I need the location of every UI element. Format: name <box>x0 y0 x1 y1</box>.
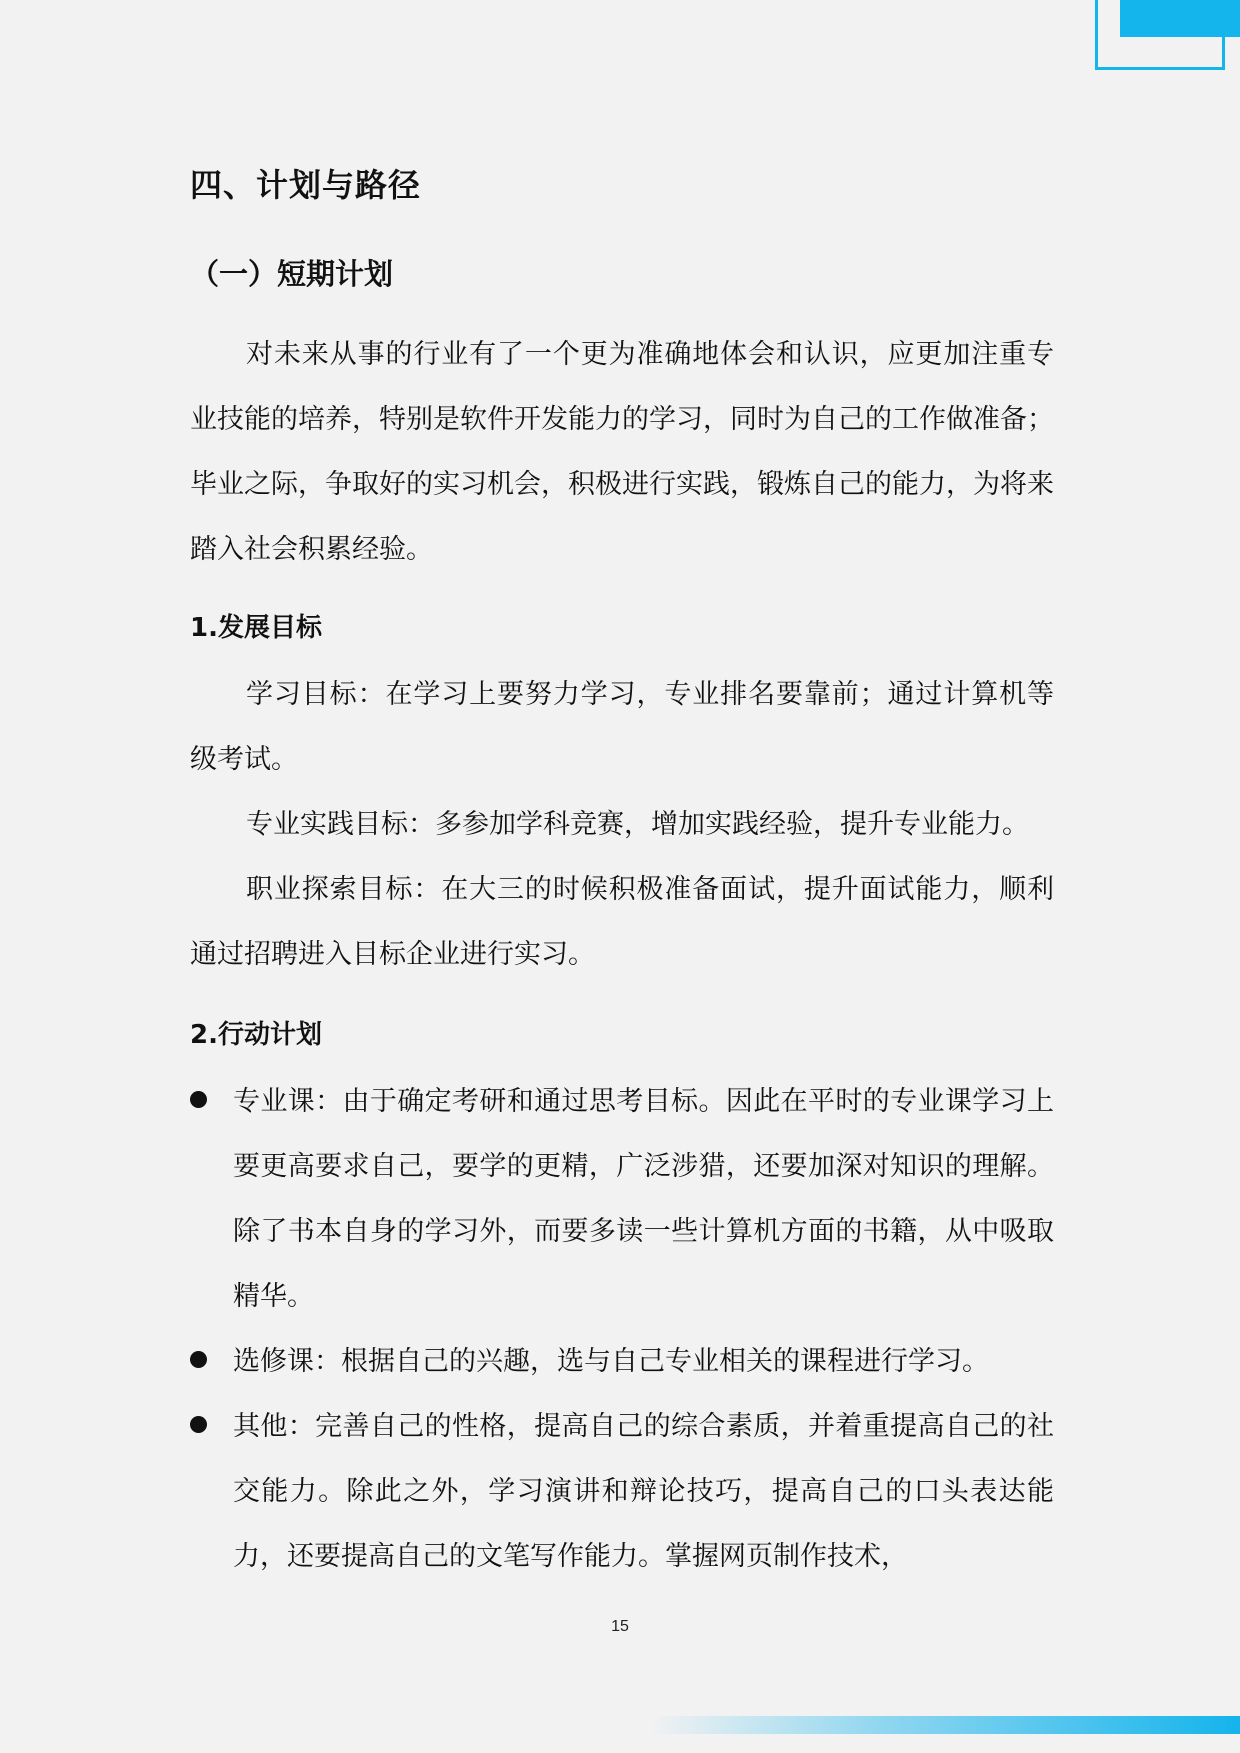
corner-decoration-fill <box>1120 0 1240 37</box>
subsection-title: （一）短期计划 <box>190 257 394 291</box>
bullet-icon <box>190 1351 207 1368</box>
career-goal-paragraph: 职业探索目标：在大三的时候积极准备面试，提升面试能力，顺利通过招聘进入目标企业进行实习。 <box>190 874 1054 970</box>
goals-heading: 1.发展目标 <box>190 613 322 643</box>
intro-paragraph: 对未来从事的行业有了一个更为准确地体会和认识，应更加注重专业技能的培养，特别是软件开发能力的学习，同时为自己的工作做准备；毕业之际，争取好的实习机会，积极进行实践，锻炼自己的能力，为将来踏入社会积累经验。 <box>190 339 1054 565</box>
bullet-icon <box>190 1091 207 1108</box>
list-item-text: 专业课：由于确定考研和通过思考目标。因此在平时的专业课学习上要更高要求自己，要学的更精，广泛涉猎，还要加深对知识的理解。除了书本自身的学习外，而要多读一些计算机方面的书籍，从中吸取精华。 <box>233 1086 1054 1312</box>
study-goal-paragraph: 学习目标：在学习上要努力学习，专业排名要靠前；通过计算机等级考试。 <box>190 679 1054 775</box>
actions-heading: 2.行动计划 <box>190 1020 322 1050</box>
page-number: 15 <box>611 1618 629 1635</box>
bullet-icon <box>190 1416 207 1433</box>
footer-gradient-bar <box>650 1716 1240 1734</box>
list-item <box>190 1329 1054 1394</box>
list-item-text: 其他：完善自己的性格，提高自己的综合素质，并着重提高自己的社交能力。除此之外，学习演讲和辩论技巧，提高自己的口头表达能力，还要提高自己的文笔写作能力。掌握网页制作技术， <box>233 1411 1054 1572</box>
practice-goal-paragraph: 专业实践目标：多参加学科竞赛，增加实践经验，提升专业能力。 <box>246 809 1029 840</box>
list-item <box>190 1394 1054 1589</box>
section-title: 四、计划与路径 <box>190 166 422 204</box>
list-item <box>190 1069 1054 1329</box>
list-item-text: 选修课：根据自己的兴趣，选与自己专业相关的课程进行学习。 <box>233 1346 989 1377</box>
